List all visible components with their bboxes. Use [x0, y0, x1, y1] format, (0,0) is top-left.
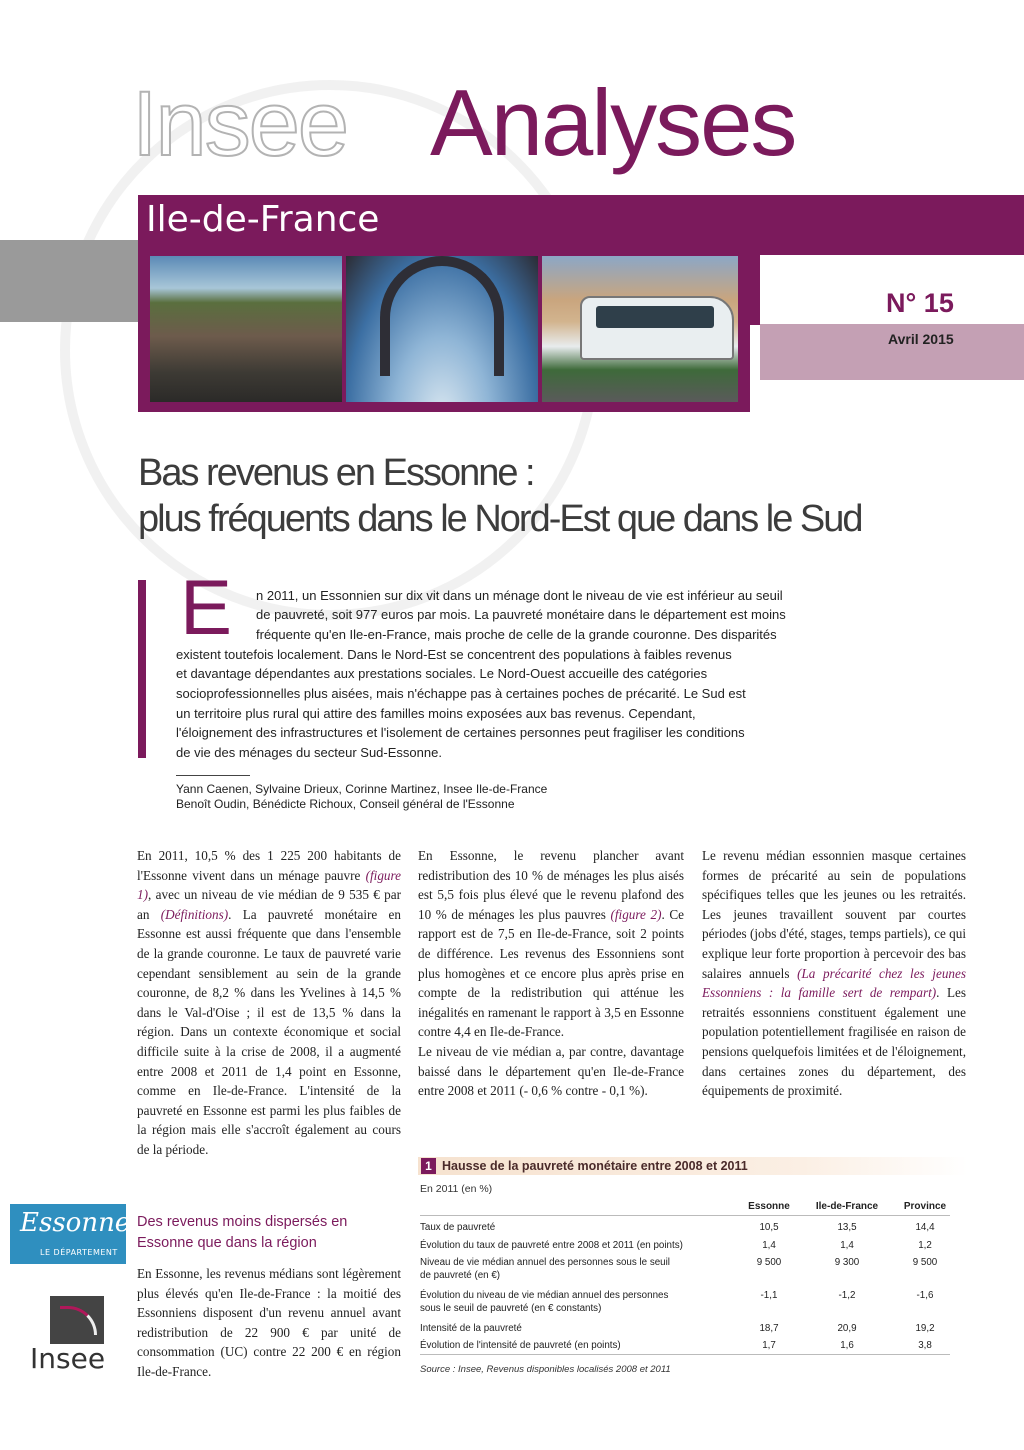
- col1-paragraph-2: En Essonne, les revenus médians sont légèrement plus élevés qu'en Ile-de-France : la moitié des Essonniens disposent d'un revenu annuel avant redistribution de 22 900 € par unité de consommation (UC) contre 22 200 € en région Ile-de-France.: [137, 1266, 401, 1379]
- column-1-continued: [137, 1264, 401, 1382]
- essonne-logo: [10, 1204, 131, 1264]
- table-cell: 3,8: [918, 1340, 932, 1351]
- chapeau-line: existent toutefois localement. Dans le Nord-Est se concentrent des populations à faibles revenus: [176, 647, 732, 662]
- brand-analyses: Analyses: [430, 70, 796, 175]
- table-column-header: Essonne: [748, 1201, 790, 1212]
- text-run: . Ce rapport est de 7,5 en Ile-de-France, soit 2 points de différence. Les revenus des Essonniens sont plus homogènes et ce encore plus après prise en compte de la redistribution qui atténue les inégalités en ramenant le rapport à 3,5 en Essonne contre 4,4 en Ile-de-France.: [418, 906, 684, 1040]
- table-row-label: Évolution de l'intensité de pauvreté (en points): [420, 1340, 621, 1351]
- column-1: [137, 846, 401, 1160]
- photo-market: [150, 256, 342, 402]
- table-header-rule: [420, 1215, 950, 1216]
- authors-line-2: Benoît Oudin, Bénédicte Richoux, Conseil général de l'Essonne: [176, 797, 515, 811]
- eiffel-arch-shape: [380, 256, 504, 376]
- table-bottom-rule: [420, 1354, 950, 1355]
- table-row-label: Intensité de la pauvreté: [420, 1323, 522, 1334]
- chapeau-line: de vie des ménages du secteur Sud-Essonne.: [176, 745, 442, 760]
- figure-unit: En 2011 (en %): [420, 1183, 493, 1195]
- table-cell: 9 500: [756, 1257, 782, 1268]
- table-cell: 10,5: [759, 1222, 779, 1233]
- col3-paragraph-1: [702, 846, 966, 1101]
- brand-insee: Insee: [132, 73, 348, 175]
- table-cell: 1,2: [918, 1240, 932, 1251]
- table-row-label-continued: de pauvreté (en €): [420, 1270, 501, 1281]
- table-cell: -1,2: [838, 1290, 856, 1301]
- table-cell: -1,6: [916, 1290, 934, 1301]
- title-line-2: plus fréquents dans le Nord-Est que dans le Sud: [138, 498, 862, 540]
- table-row-label: Évolution du taux de pauvreté entre 2008 et 2011 (en points): [420, 1240, 683, 1251]
- figure-reference-link[interactable]: (figure 1): [137, 867, 401, 903]
- figure-source: Source : Insee, Revenus disponibles localisés 2008 et 2011: [420, 1364, 671, 1375]
- table-column-header: Ile-de-France: [815, 1201, 879, 1212]
- table-cell: 14,4: [915, 1222, 935, 1233]
- column-3: [702, 846, 966, 1101]
- definitions-reference-link[interactable]: (Définitions): [160, 906, 229, 922]
- insee-logo-word: Insee: [30, 1342, 106, 1375]
- table-column-header: Province: [903, 1201, 947, 1212]
- region-name: Ile-de-France: [146, 199, 380, 240]
- text-run: En 2011, 10,5 % des 1 225 200 habitants de l'Essonne vivent dans un ménage pauvre: [137, 848, 401, 883]
- authors-line-1: Yann Caenen, Sylvaine Drieux, Corinne Martinez, Insee Ile-de-France: [176, 782, 548, 796]
- table-row-label: Taux de pauvreté: [420, 1222, 496, 1233]
- table-cell: 19,2: [915, 1323, 935, 1334]
- title-line-1: Bas revenus en Essonne :: [138, 452, 534, 494]
- chapeau-line: socioprofessionnelles plus aisées, mais n'échappe pas à certaines poches de précarité. Le Sud est: [176, 686, 746, 701]
- text-run: . La pauvreté monétaire en Essonne est aussi fréquente que dans l'ensemble de la grande couronne. Le taux de pauvreté varie cependant sensiblement au sein de la grande couronne, de 8,2 % dans les Yvelines à 14,5 % dans le Val-d'Oise ; il est de 13,5 % dans la région. Dans un contexte économique et social difficile suite à la crise de 2008, il a augmenté entre 2008 et 2011 de 1,4 point en Essonne, comme en Ile-de-France. L'intensité de la pauvreté en Essonne est parmi les plus faibles de la région mais elle s'accroît également au cours de la période.: [137, 906, 402, 1157]
- issue-date: Avril 2015: [888, 331, 954, 347]
- tram-window-shape: [596, 306, 714, 328]
- col1-paragraph-1: [137, 846, 401, 1160]
- page-title: [138, 450, 938, 542]
- table-cell: 1,4: [840, 1240, 854, 1251]
- text-run: . Les retraités essonniens constituent également une population potentiellement fragilisée en raison de pensions quelquefois limitées et de l'éloignement, dans certaines zones du département, des équipements de proximité.: [702, 985, 966, 1099]
- figure-reference-link[interactable]: (figure 2): [610, 906, 662, 922]
- table-row-label: Évolution du niveau de vie médian annuel des personnes: [420, 1290, 669, 1301]
- table-cell: 13,5: [837, 1222, 857, 1233]
- authors-divider: [176, 775, 250, 776]
- issue-number: N° 15: [886, 288, 954, 318]
- table-cell: 1,6: [840, 1340, 854, 1351]
- chapeau-line: de pauvreté, soit 977 euros par mois. La pauvreté monétaire dans le département est moins: [256, 607, 786, 622]
- table-row-label-continued: sous le seuil de pauvreté (en € constants): [420, 1303, 602, 1314]
- chapeau-line: l'éloignement des infrastructures et l'isolement de certaines personnes peut fragiliser les conditions: [176, 725, 745, 740]
- essonne-logo-subtitle: LE DÉPARTEMENT: [40, 1248, 118, 1257]
- chapeau-line: et davantage dépendantes aux prestations sociales. Le Nord-Ouest accueille des catégories: [176, 666, 708, 681]
- col2-paragraph-1: [418, 846, 684, 1042]
- table-cell: -1,1: [760, 1290, 778, 1301]
- text-run: Le revenu médian essonnien masque certaines formes de précarité au sein de populations spécifiques telles que les jeunes ou les retraités. Les jeunes travaillent souvent par courtes périodes (jobs d'été, stages, temps partiels), ce qui explique leur forte proportion à percevoir des bas salaires annuels: [702, 848, 966, 981]
- chapeau-bar: [138, 580, 146, 758]
- table-cell: 1,7: [762, 1340, 776, 1351]
- article-reference-link[interactable]: (La précarité chez les jeunes Essonniens : la famille sert de rempart): [702, 965, 966, 1001]
- col2-paragraph-2: Le niveau de vie médian a, par contre, davantage baissé dans le département qu'en Ile-de-France entre 2008 et 2011 (- 0,6 % contre - 0,1 %).: [418, 1043, 684, 1099]
- figure-title: Hausse de la pauvreté monétaire entre 2008 et 2011: [442, 1159, 748, 1173]
- chapeau-line: un territoire plus rural qui attire des familles moins exposées aux bas revenus. Cependant,: [176, 706, 696, 721]
- essonne-logo-script: Essonne: [20, 1208, 131, 1238]
- text-run: En Essonne, le revenu plancher avant redistribution des 10 % de ménages les plus aisés est 5,5 fois plus élevé que le revenu plafond des 10 % de ménages les plus pauvres: [418, 848, 684, 922]
- table-cell: 9 500: [912, 1257, 938, 1268]
- table-cell: 20,9: [837, 1323, 857, 1334]
- chapeau-line: fréquente qu'en Ile-en-France, mais proche de celle de la grande couronne. Des disparités: [256, 627, 777, 642]
- chapeau-dropcap: E: [180, 563, 233, 651]
- figure-number: 1: [421, 1158, 436, 1174]
- section-heading: Des revenus moins dispersés en Essonne que dans la région: [137, 1214, 348, 1251]
- chapeau-line: n 2011, un Essonnien sur dix vit dans un ménage dont le niveau de vie est inférieur au seuil: [256, 588, 783, 603]
- text-run: , avec un niveau de vie médian de 9 535 € par an: [137, 887, 401, 922]
- table-row-label: Niveau de vie médian annuel des personnes sous le seuil: [420, 1257, 670, 1268]
- table-cell: 9 300: [834, 1257, 860, 1268]
- table-cell: 1,4: [762, 1240, 776, 1251]
- column-2: [418, 846, 684, 1101]
- table-cell: 18,7: [759, 1323, 779, 1334]
- insee-logo-mark: [50, 1296, 104, 1344]
